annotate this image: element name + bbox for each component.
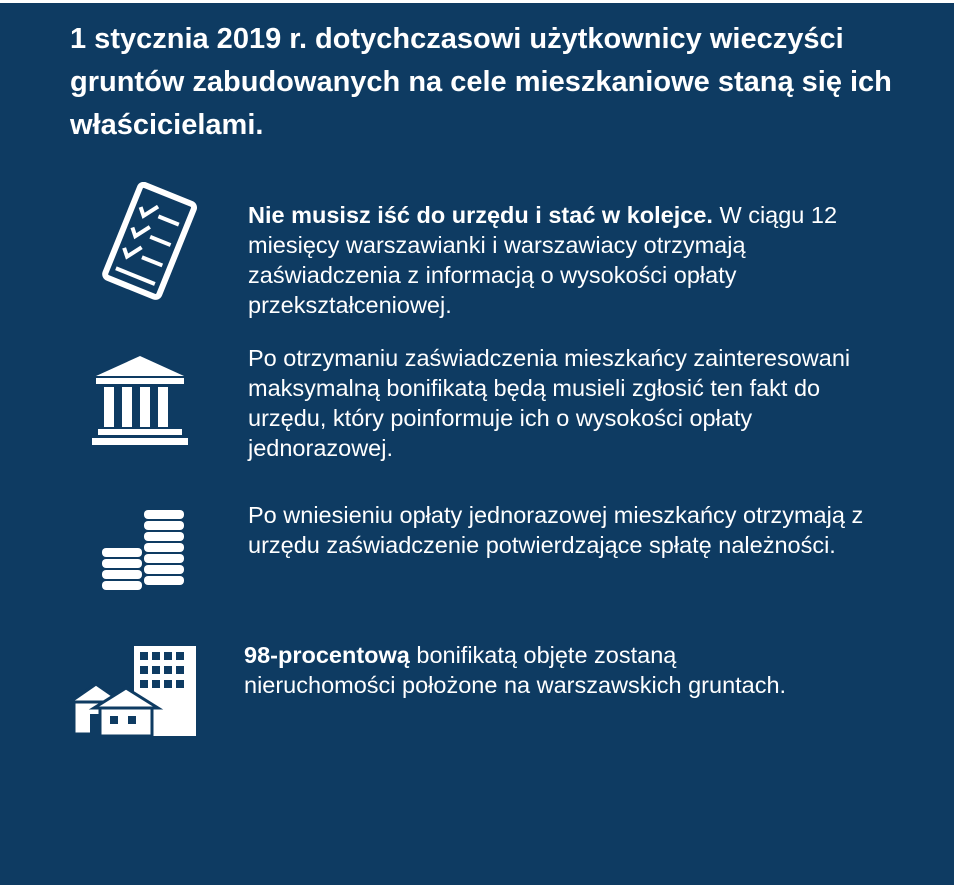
- list-item: [248, 200, 888, 320]
- list-item: [248, 343, 888, 463]
- item-text: Po wniesieniu opłaty jednorazowej mieszkańcy otrzymają z urzędu zaświadczenie potwierdzające spłatę należności.: [248, 502, 864, 558]
- list-item: [244, 640, 804, 700]
- document-checklist-icon: [92, 182, 202, 302]
- item-text: Nie musisz iść do urzędu i stać w kolejce. W ciągu 12 miesięcy warszawianki i warszawiacy otrzymają zaświadczenia z informacją o wysokości opłaty przekształceniowej.: [248, 202, 838, 318]
- item-text: 98-procentową bonifikatą objęte zostaną nieruchomości położone na warszawskich gruntach.: [244, 642, 787, 698]
- houses-buildings-icon: [66, 644, 198, 738]
- list-item: [248, 500, 888, 560]
- headline: 1 stycznia 2019 r. dotychczasowi użytkownicy wieczyści gruntów zabudowanych na cele mieszkaniowe staną się ich właścicielami.: [70, 23, 892, 141]
- top-edge: [0, 0, 954, 3]
- coin-stacks-icon: [100, 506, 190, 590]
- government-building-icon: [90, 354, 190, 446]
- item-text: Po otrzymaniu zaświadczenia mieszkańcy zainteresowani maksymalną bonifikatą będą musieli zgłosić ten fakt do urzędu, który poinformuje ich o wysokości opłaty jednorazowej.: [248, 345, 851, 461]
